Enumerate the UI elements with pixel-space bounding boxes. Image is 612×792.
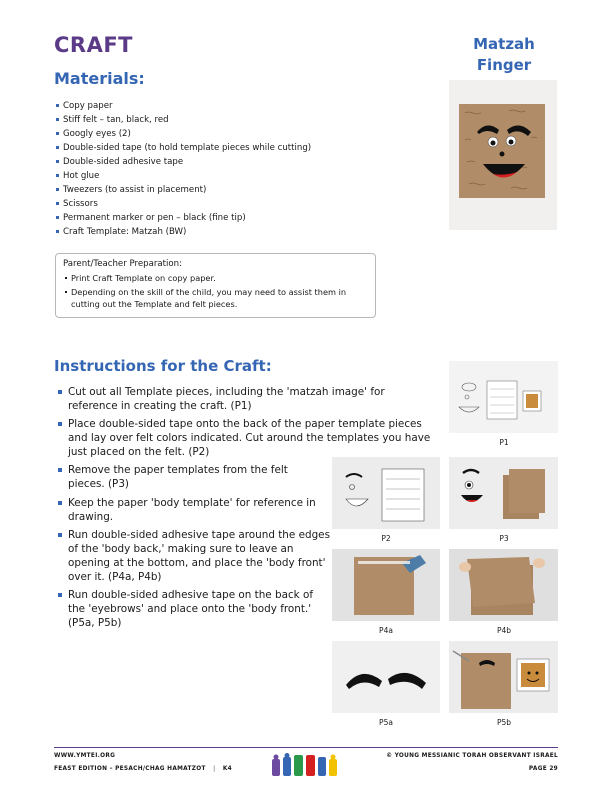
list-item: Double-sided adhesive tape bbox=[56, 155, 311, 169]
materials-list bbox=[56, 99, 311, 239]
photo-p1 bbox=[449, 361, 558, 433]
list-item: Permanent marker or pen – black (fine tip) bbox=[56, 211, 311, 225]
instruction-step: Remove the paper templates from the felt pieces. (P3) bbox=[58, 463, 310, 491]
caption-p4b: P4b bbox=[496, 626, 512, 635]
tape-on-felt-illustration bbox=[332, 549, 440, 621]
preparation-box bbox=[55, 253, 376, 318]
photo-p4b bbox=[449, 549, 558, 621]
caption-p2: P2 bbox=[381, 534, 391, 543]
instruction-step: Keep the paper 'body template' for reference in drawing. bbox=[58, 496, 330, 524]
finished-puppet-illustration bbox=[449, 80, 557, 230]
list-item: Depending on the skill of the child, you may need to assist them in cutting out the Template and felt pieces. bbox=[63, 286, 368, 310]
list-item: Double-sided tape (to hold template pieces while cutting) bbox=[56, 141, 311, 155]
list-item: Print Craft Template on copy paper. bbox=[63, 272, 368, 284]
footer-copyright: © YOUNG MESSIANIC TORAH OBSERVANT ISRAEL bbox=[386, 753, 558, 759]
list-item: Tweezers (to assist in placement) bbox=[56, 183, 311, 197]
list-item: Craft Template: Matzah (BW) bbox=[56, 225, 311, 239]
caption-p5a: P5a bbox=[379, 718, 393, 727]
craft-name-line1: Matzah bbox=[473, 35, 535, 53]
footer-edition-code: K4 bbox=[222, 766, 232, 772]
instructions-heading: Instructions for the Craft: bbox=[54, 357, 272, 375]
list-item: Hot glue bbox=[56, 169, 311, 183]
template-pieces-illustration bbox=[449, 361, 558, 433]
photo-p4a bbox=[332, 549, 440, 621]
instruction-step: Place double-sided tape onto the back of the paper template pieces and lay over felt colors indicated. Cut around the templates you have just placed on the felt. (P2) bbox=[58, 417, 442, 459]
page-title: CRAFT bbox=[54, 33, 134, 57]
list-item: Googly eyes (2) bbox=[56, 127, 311, 141]
footer-website: WWW.YMTEI.ORG bbox=[54, 753, 116, 759]
caption-p5b: P5b bbox=[496, 718, 512, 727]
body-front-over-back-illustration bbox=[449, 549, 558, 621]
footer-separator: | bbox=[213, 766, 216, 772]
footer-edition-name: FEAST EDITION – PESACH/CHAG HAMATZOT bbox=[54, 766, 206, 772]
materials-heading: Materials: bbox=[54, 69, 145, 88]
photo-p2 bbox=[332, 457, 440, 529]
preparation-title: Parent/Teacher Preparation: bbox=[63, 259, 183, 269]
craft-name-line2: Finger bbox=[476, 56, 532, 74]
photo-p5a bbox=[332, 641, 440, 713]
list-item: Stiff felt – tan, black, red bbox=[56, 113, 311, 127]
list-item: Copy paper bbox=[56, 99, 311, 113]
caption-p1: P1 bbox=[499, 438, 509, 447]
eyebrows-on-body-illustration bbox=[449, 641, 558, 713]
page-number: PAGE 29 bbox=[528, 766, 558, 772]
instruction-step: Run double-sided adhesive tape on the back of the 'eyebrows' and place onto the 'body front.' (P5a, P5b) bbox=[58, 588, 320, 630]
caption-p4a: P4a bbox=[379, 626, 393, 635]
photo-p5b bbox=[449, 641, 558, 713]
caption-p3: P3 bbox=[499, 534, 509, 543]
instruction-step: Run double-sided adhesive tape around the edges of the 'body back,' making sure to leave an opening at the bottom, and place the 'body front' over it. (P4a, P4b) bbox=[58, 528, 330, 584]
ymtoi-logo-icon bbox=[270, 753, 344, 778]
finished-puppet-photo bbox=[449, 80, 557, 230]
list-item: Scissors bbox=[56, 197, 311, 211]
footer-divider bbox=[54, 747, 558, 748]
templates-on-felt-illustration bbox=[332, 457, 440, 529]
preparation-list bbox=[63, 272, 368, 310]
instruction-step: Cut out all Template pieces, including the 'matzah image' for reference in creating the craft. (P1) bbox=[58, 385, 410, 413]
felt-pieces-illustration bbox=[449, 457, 558, 529]
eyebrows-illustration bbox=[332, 641, 440, 713]
photo-p3 bbox=[449, 457, 558, 529]
footer-edition bbox=[54, 766, 232, 772]
